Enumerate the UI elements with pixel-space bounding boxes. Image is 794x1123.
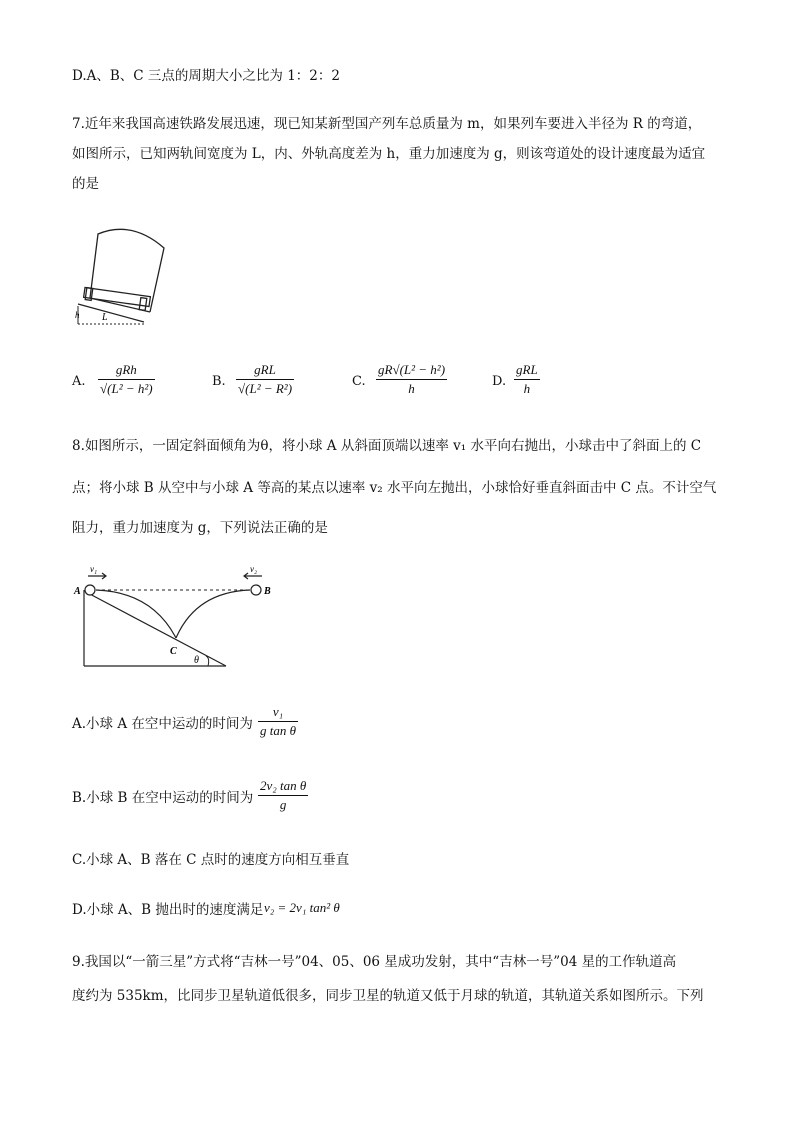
q7-option-c-label: C.: [352, 374, 366, 389]
q7-label-h: h: [75, 310, 80, 320]
q7-option-d-num: gRL: [516, 362, 538, 377]
q7-option-d-formula: [514, 362, 540, 397]
q7-stem-line2: 如图所示，已知两轨间宽度为 L，内、外轨高度差为 h，重力加速度为 g，则该弯道处的设计速度最为适宜: [72, 146, 706, 162]
q8-option-d-formula: v₂ = 2v₁ tan² θ: [264, 900, 340, 915]
q6-option-d: D.A、B、C 三点的周期大小之比为 1：2：2: [72, 68, 340, 84]
q8-label-v2: v₂: [250, 564, 258, 574]
q7-option-b-den: √(L² − R²): [238, 381, 293, 396]
q7-option-c-num: gR√(L² − h²): [378, 362, 446, 377]
q8-option-d-text: D.小球 A、B 抛出时的速度满足: [72, 902, 264, 918]
q7-option-c-formula: [376, 362, 447, 397]
q9-stem-line2: 度约为 535km，比同步卫星轨道低很多，同步卫星的轨道又低于月球的轨道，其轨道关系如图所示。下列: [72, 988, 704, 1004]
q8-label-C: C: [170, 646, 177, 657]
q7-option-d-den: h: [523, 381, 531, 396]
q7-option-c-den: h: [408, 381, 415, 396]
q8-option-a-num: v₁: [272, 704, 284, 719]
q7-label-L: L: [102, 312, 108, 323]
q8-label-theta: θ: [194, 655, 199, 666]
q7-option-a-label: A.: [72, 374, 86, 389]
q8-option-a-formula: [258, 704, 298, 739]
q8-option-b-text: B.小球 B 在空中运动的时间为: [72, 790, 254, 806]
q7-option-d-label: D.: [492, 374, 507, 389]
q8-label-B: B: [264, 586, 271, 597]
q8-label-A: A: [74, 586, 81, 597]
q8-option-c-text: C.小球 A、B 落在 C 点时的速度方向相互垂直: [72, 852, 350, 868]
q7-option-a-num: gRh: [115, 362, 137, 377]
q8-stem-line1: 8.如图所示，一固定斜面倾角为θ，将小球 A 从斜面顶端以速率 v₁ 水平向右抛出，小球击中了斜面上的 C: [72, 438, 702, 454]
q8-option-b-formula: [258, 778, 308, 813]
q8-stem-line3: 阻力，重力加速度为 g，下列说法正确的是: [72, 520, 328, 536]
q8-option-a-den: g tan θ: [260, 723, 296, 738]
q7-option-b-num: gRL: [254, 362, 276, 377]
q8-option-b-den: g: [279, 797, 287, 812]
q8-option-a-text: A.小球 A 在空中运动的时间为: [72, 716, 253, 732]
q7-option-b-label: B.: [212, 374, 226, 389]
q9-stem-line1: 9.我国以“一箭三星”方式将“吉林一号”04、05、06 星成功发射，其中“吉林一号”04 星的工作轨道高: [72, 954, 677, 970]
q7-option-a-den: √(L² − h²): [100, 381, 153, 396]
q8-label-v1: v₁: [90, 564, 98, 574]
q7-stem-line3: 的是: [72, 176, 99, 192]
q8-stem-line2: 点；将小球 B 从空中与小球 A 等高的某点以速率 v₂ 水平向左抛出，小球恰好垂直斜面击中 C 点。不计空气: [72, 480, 717, 496]
q7-option-b-formula: [236, 362, 294, 397]
q7-train-figure: [74, 226, 174, 334]
q8-incline-figure: [72, 562, 282, 672]
q8-option-b-num: 2v₂ tan θ: [260, 778, 307, 793]
q7-option-a-formula: [98, 362, 155, 397]
q7-stem-line1: 7.近年来我国高速铁路发展迅速，现已知某新型国产列车总质量为 m，如果列车要进入半径为 R 的弯道，: [72, 116, 702, 132]
